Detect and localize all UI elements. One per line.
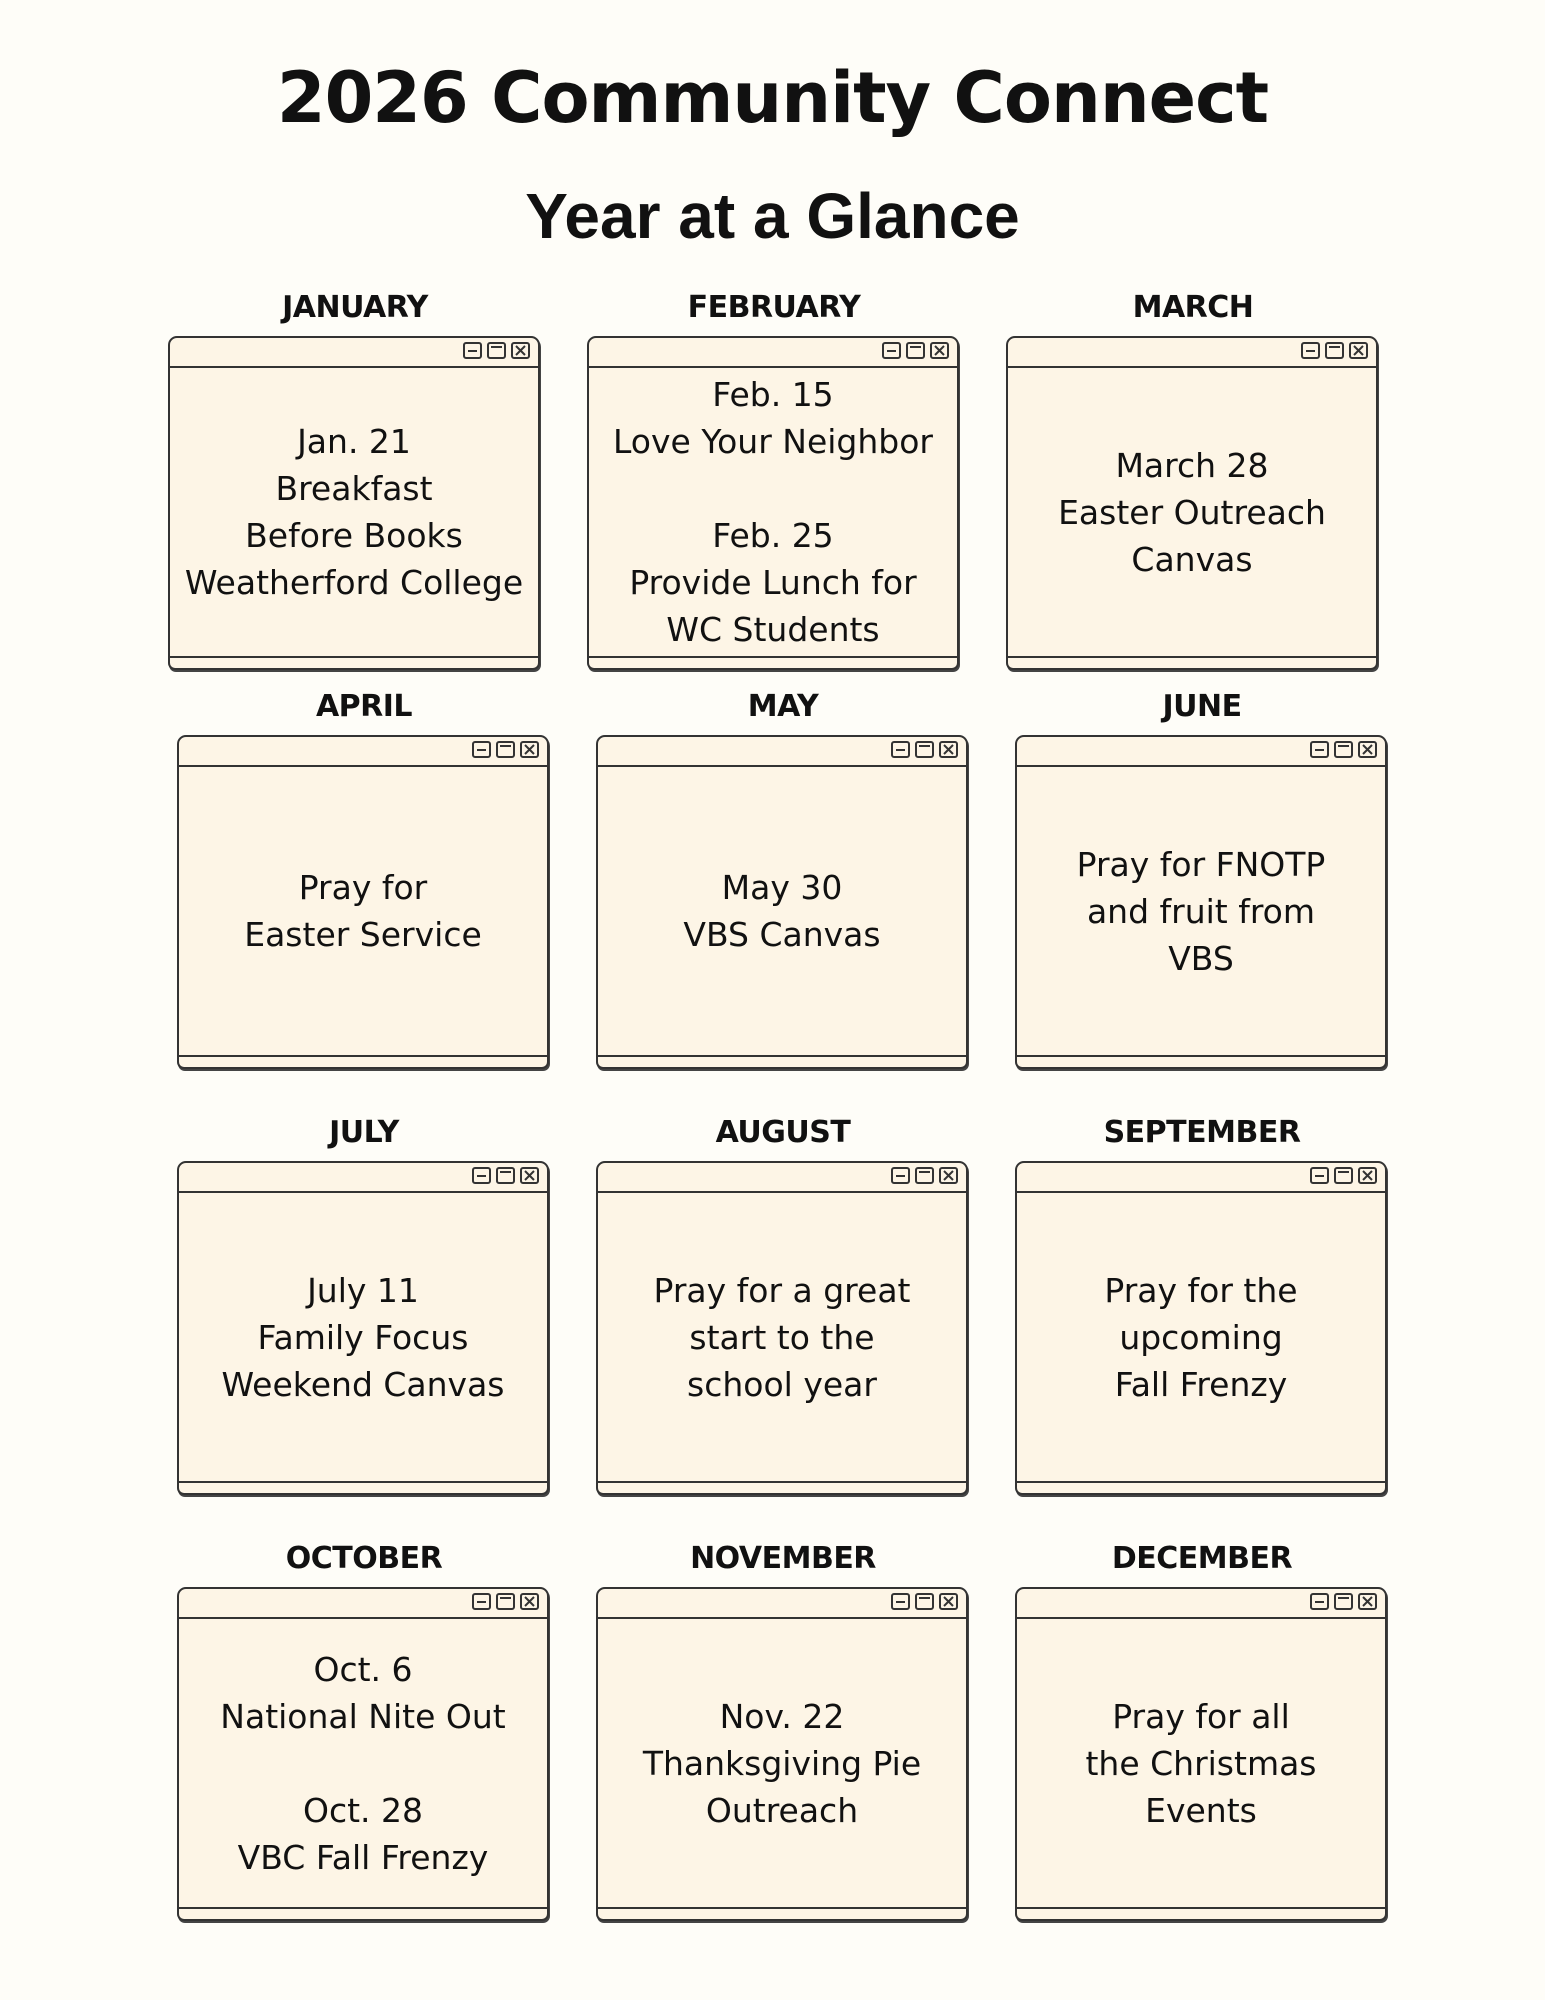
window-frame [168, 336, 540, 670]
window-frame [587, 336, 959, 670]
window-footer [179, 1055, 547, 1067]
event-text: Pray for FNOTP and fruit from VBS [1076, 844, 1326, 978]
month-label: MARCH [1132, 290, 1254, 325]
event-text: Pray for the upcoming Fall Frenzy [1104, 1270, 1298, 1404]
close-icon [520, 741, 539, 758]
window-content [1023, 1619, 1379, 1907]
minimize-icon [1310, 741, 1329, 758]
month-label: NOVEMBER [690, 1541, 876, 1576]
maximize-icon [1334, 1593, 1353, 1610]
minimize-icon [472, 1167, 491, 1184]
close-icon [939, 1167, 958, 1184]
event-text: Jan. 21 Breakfast Before Books Weatherford College [184, 422, 524, 602]
window-content [176, 368, 532, 656]
window-frame [596, 1587, 968, 1921]
maximize-icon [906, 342, 925, 359]
event-text: July 11 Family Focus Weekend Canvas [221, 1270, 505, 1404]
maximize-icon [1334, 741, 1353, 758]
minimize-icon [472, 741, 491, 758]
window-controls [472, 741, 539, 758]
month-label: APRIL [315, 689, 413, 724]
window-frame [177, 1587, 549, 1921]
close-icon [939, 741, 958, 758]
maximize-icon [915, 1593, 934, 1610]
window-frame [596, 1161, 968, 1495]
window-titlebar [179, 737, 547, 767]
window-controls [463, 342, 530, 359]
maximize-icon [496, 1593, 515, 1610]
minimize-icon [1310, 1593, 1329, 1610]
window-controls [891, 1593, 958, 1610]
page-subtitle: Year at a Glance [525, 180, 1020, 252]
window-content [185, 1193, 541, 1481]
maximize-icon [487, 342, 506, 359]
window-controls [1310, 741, 1377, 758]
close-icon [520, 1593, 539, 1610]
window-frame [1006, 336, 1378, 670]
window-footer [1017, 1055, 1385, 1067]
window-titlebar [179, 1589, 547, 1619]
window-footer [179, 1907, 547, 1919]
window-footer [1017, 1481, 1385, 1493]
maximize-icon [496, 1167, 515, 1184]
window-controls [891, 1167, 958, 1184]
window-titlebar [1017, 1163, 1385, 1193]
event-text: Nov. 22 Thanksgiving Pie Outreach [642, 1696, 922, 1830]
month-label: MAY [747, 689, 819, 724]
close-icon [939, 1593, 958, 1610]
month-label: JANUARY [282, 290, 428, 325]
window-controls [1310, 1167, 1377, 1184]
event-text: Oct. 6 National Nite Out Oct. 28 VBC Fall Frenzy [220, 1649, 506, 1877]
window-titlebar [589, 338, 957, 368]
window-footer [598, 1907, 966, 1919]
month-label: SEPTEMBER [1103, 1115, 1301, 1150]
window-titlebar [598, 1163, 966, 1193]
window-frame [1015, 735, 1387, 1069]
close-icon [930, 342, 949, 359]
event-text: Pray for a great start to the school year [653, 1270, 911, 1404]
window-content [595, 368, 951, 656]
window-content [1014, 368, 1370, 656]
window-controls [472, 1167, 539, 1184]
minimize-icon [891, 1593, 910, 1610]
window-controls [882, 342, 949, 359]
event-text: May 30 VBS Canvas [683, 868, 881, 954]
close-icon [1349, 342, 1368, 359]
window-content [185, 1619, 541, 1907]
minimize-icon [891, 741, 910, 758]
window-content [604, 1619, 960, 1907]
close-icon [1358, 1167, 1377, 1184]
maximize-icon [915, 741, 934, 758]
window-footer [598, 1055, 966, 1067]
minimize-icon [891, 1167, 910, 1184]
window-controls [1301, 342, 1368, 359]
minimize-icon [1301, 342, 1320, 359]
window-footer [179, 1481, 547, 1493]
maximize-icon [496, 741, 515, 758]
page-title: 2026 Community Connect [276, 57, 1269, 139]
window-titlebar [598, 737, 966, 767]
month-label: JUNE [1162, 689, 1242, 724]
window-content [604, 1193, 960, 1481]
window-titlebar [1017, 1589, 1385, 1619]
window-footer [589, 656, 957, 668]
window-frame [1015, 1161, 1387, 1495]
window-content [1023, 767, 1379, 1055]
maximize-icon [1334, 1167, 1353, 1184]
window-controls [1310, 1593, 1377, 1610]
window-titlebar [170, 338, 538, 368]
month-label: OCTOBER [285, 1541, 443, 1576]
close-icon [511, 342, 530, 359]
window-frame [177, 1161, 549, 1495]
minimize-icon [463, 342, 482, 359]
window-titlebar [1017, 737, 1385, 767]
event-text: March 28 Easter Outreach Canvas [1058, 445, 1326, 579]
month-label: FEBRUARY [687, 290, 861, 325]
window-controls [472, 1593, 539, 1610]
window-content [1023, 1193, 1379, 1481]
window-titlebar [1008, 338, 1376, 368]
window-content [604, 767, 960, 1055]
window-footer [170, 656, 538, 668]
window-titlebar [598, 1589, 966, 1619]
close-icon [1358, 1593, 1377, 1610]
window-controls [891, 741, 958, 758]
window-titlebar [179, 1163, 547, 1193]
minimize-icon [882, 342, 901, 359]
event-text: Pray for Easter Service [244, 868, 482, 954]
window-frame [177, 735, 549, 1069]
close-icon [520, 1167, 539, 1184]
window-footer [1008, 656, 1376, 668]
event-text: Feb. 15 Love Your Neighbor Feb. 25 Provide Lunch for WC Students [613, 375, 933, 649]
minimize-icon [1310, 1167, 1329, 1184]
window-frame [596, 735, 968, 1069]
window-footer [1017, 1907, 1385, 1919]
event-text: Pray for all the Christmas Events [1085, 1696, 1317, 1830]
window-frame [1015, 1587, 1387, 1921]
month-label: AUGUST [715, 1115, 851, 1150]
maximize-icon [1325, 342, 1344, 359]
close-icon [1358, 741, 1377, 758]
maximize-icon [915, 1167, 934, 1184]
month-label: JULY [329, 1115, 399, 1150]
minimize-icon [472, 1593, 491, 1610]
window-content [185, 767, 541, 1055]
window-footer [598, 1481, 966, 1493]
month-label: DECEMBER [1111, 1541, 1293, 1576]
